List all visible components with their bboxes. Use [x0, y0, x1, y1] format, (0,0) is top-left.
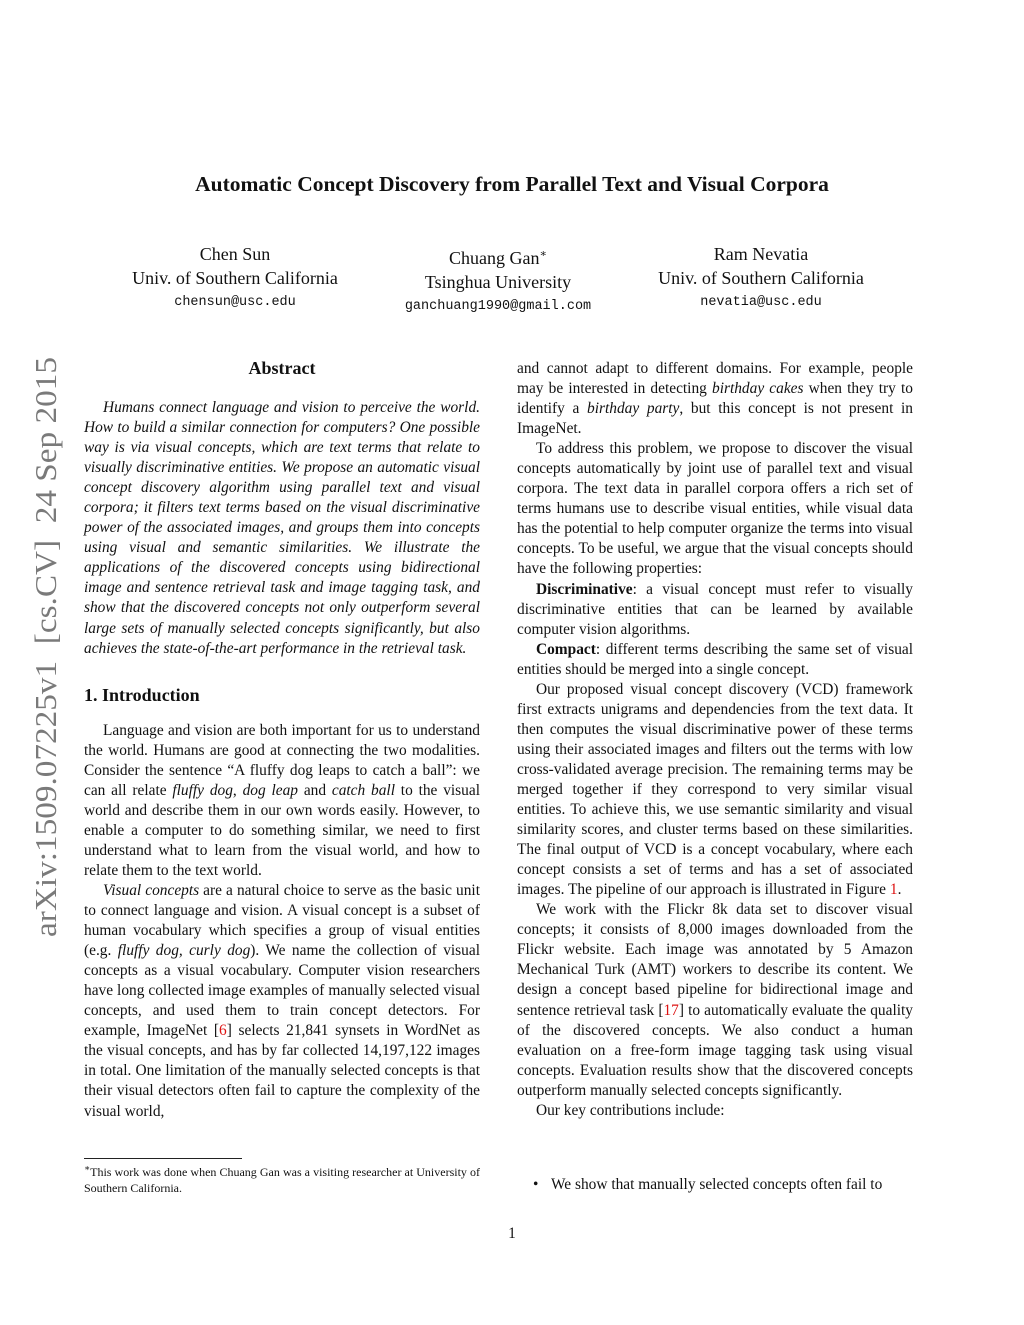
text-run: to the visual world and describe them in our own words easily. However, to enable a computer to do something similar, we need to first understand what to learn from the visual world, and how to relate them to the text world. [84, 781, 480, 879]
text-run: ] selects 21,841 synsets in WordNet as the visual concepts, and has by far collected 14,197,122 images in total. One limitation of the manually selected concepts is that their visual detectors often fail to capture the complexity of the visual world, [84, 1022, 480, 1120]
contribution-bullet [533, 1175, 913, 1195]
bullet-dot: • [533, 1176, 539, 1193]
right-paragraph-0 [517, 359, 913, 439]
author-block-1 [85, 242, 385, 312]
author-affiliation: Tsinghua University [424, 272, 572, 292]
italic-term: Visual concepts [103, 881, 200, 899]
text-run: when they try to identify a [517, 380, 913, 418]
text-run: . [897, 881, 902, 899]
text-run: ] to automatically evaluate the quality of the discovered concepts. We also conduct a human evaluation on a free-form image tagging task using visual concepts. Evaluation results show that the discovered concepts outperform manually selected concepts significantly. [517, 1001, 913, 1099]
footnote-rule [84, 1158, 242, 1159]
right-paragraph-1: To address this problem, we propose to discover the visual concepts automatically by joint use of parallel text and visual corpora. The text data in parallel corpora offers a rich set of terms humans use to describe visual entities, while visual data has the potential to help computer organize the terms into visual concepts. To be useful, we argue that the visual concepts should have the following properties: [517, 440, 913, 578]
arxiv-stamp-text: arXiv:1509.07225v1 [cs.CV] 24 Sep 2015 [29, 404, 63, 937]
abstract-text: Humans connect language and vision to perceive the world. How to build a similar connection for computers? One possible way is via visual concepts, which are text terms that relate to visually discriminative entities. We propose an automatic visual concept discovery algorithm using parallel text and visual corpora; it filters text terms based on the visual discriminative power of the associated images, and groups them into concepts using visual and semantic similarities. We illustrate the applications of the discovered concepts using bidirectional image and sentence retrieval task and image tagging task, and show that the discovered concepts not only outperform several large sets of manually selected concepts significantly, but also achieves the state-of-the-art performance in the retrieval task. [84, 399, 480, 657]
property-discriminative [517, 580, 913, 640]
right-paragraph-4 [517, 680, 913, 901]
right-paragraph-6: Our key contributions include: [536, 1101, 725, 1119]
text-run: and [298, 781, 332, 799]
footnote [84, 1161, 480, 1196]
section-heading-introduction: 1. Introduction [84, 684, 200, 705]
text-run: and cannot adapt to different domains. For example, people may be interested in detecting [517, 360, 913, 398]
footnote-mark: ∗ [84, 1163, 91, 1173]
text-run: : different terms describing the same set of visual entities should be merged into a single concept. [517, 640, 913, 678]
text-run: , [232, 781, 243, 799]
author-affiliation: Univ. of Southern California [658, 268, 864, 288]
author-block-3 [611, 242, 911, 312]
author-email: chensun@usc.edu [174, 295, 296, 310]
author-email: nevatia@usc.edu [700, 295, 822, 310]
text-run: Our proposed visual concept discovery (VCD) framework first extracts unigrams and dependencies from the text data. It then computes the visual discriminative power of these terms using their associated images and filters out the terms with low cross-validated average precision. The remaining terms may be merged together if they correspond to very similar visual entities. To achieve this, we use semantic similarity and visual similarity scores, and cluster terms based on these similarities. The final output of VCD is a concept vocabulary, where each concept consists a set of terms and has a set of associated images. The pipeline of our approach is illustrated in Figure [517, 680, 913, 899]
figure-link[interactable]: 1 [889, 881, 898, 899]
bullet-text: We show that manually selected concepts often fail to [551, 1176, 883, 1193]
text-run: are a natural choice to serve as the basic unit to connect language and vision. A visual concept is a subset of human vocabulary which specifies a group of visual entities (e.g. [84, 881, 480, 960]
text-run: : a visual concept must refer to visually discriminative entities that can be learned by available computer vision algorithms. [517, 580, 913, 638]
arxiv-stamp [18, 352, 68, 942]
intro-paragraph-1 [84, 721, 480, 881]
author-affiliation: Univ. of Southern California [132, 268, 338, 288]
author-name: Chuang Gan [449, 248, 540, 268]
footnote-text: This work was done when Chuang Gan was a visiting researcher at University of Southern California. [84, 1165, 480, 1195]
italic-term: fluffy dog [172, 781, 233, 799]
author-name: Ram Nevatia [713, 244, 809, 264]
italic-term: birthday cakes [712, 380, 804, 398]
author-name-wrap [348, 242, 648, 270]
right-paragraph-5 [517, 900, 913, 1100]
italic-term: fluffy dog, curly dog [117, 942, 251, 960]
text-run: ). We name the collection of visual concepts as a visual vocabulary. Computer vision researchers have long collected image examples of manually selected visual concepts, and used them to train concept detectors. For example, ImageNet [ [84, 942, 480, 1040]
author-block-2 [348, 242, 648, 316]
right-column [517, 359, 913, 1121]
page-number: 1 [508, 1225, 516, 1242]
author-email: ganchuang1990@gmail.com [404, 299, 592, 314]
text-run: Language and vision are both important for us to understand the world. Humans are good at connecting the two modalities. Consider the sentence “A fluffy dog leaps to catch a ball”: we can all relate [84, 721, 480, 799]
paper-title: Automatic Concept Discovery from Parallel Text and Visual Corpora [195, 172, 829, 196]
property-term: Compact [536, 640, 596, 658]
author-footnote-mark: ∗ [539, 248, 547, 260]
text-run: We work with the Flickr 8k data set to discover visual concepts; it consists of 8,000 images downloaded from the Flickr website. Each image was annotated by 5 Amazon Mechanical Turk (AMT) workers to describe its content. We design a concept based pipeline for bidirectional image and sentence retrieval task [ [517, 901, 913, 1019]
italic-term: birthday party [587, 400, 680, 418]
left-column [84, 356, 480, 1122]
italic-term: catch ball [331, 781, 395, 799]
intro-paragraph-2 [84, 881, 480, 1122]
property-compact [517, 640, 913, 680]
property-term: Discriminative [536, 580, 633, 598]
author-name: Chen Sun [199, 244, 271, 264]
italic-term: dog leap [242, 781, 298, 799]
text-run: , but this concept is not present in ImageNet. [517, 400, 913, 438]
abstract-heading: Abstract [248, 358, 316, 378]
citation-link[interactable]: 6 [219, 1022, 227, 1040]
citation-link[interactable]: 17 [663, 1001, 679, 1019]
